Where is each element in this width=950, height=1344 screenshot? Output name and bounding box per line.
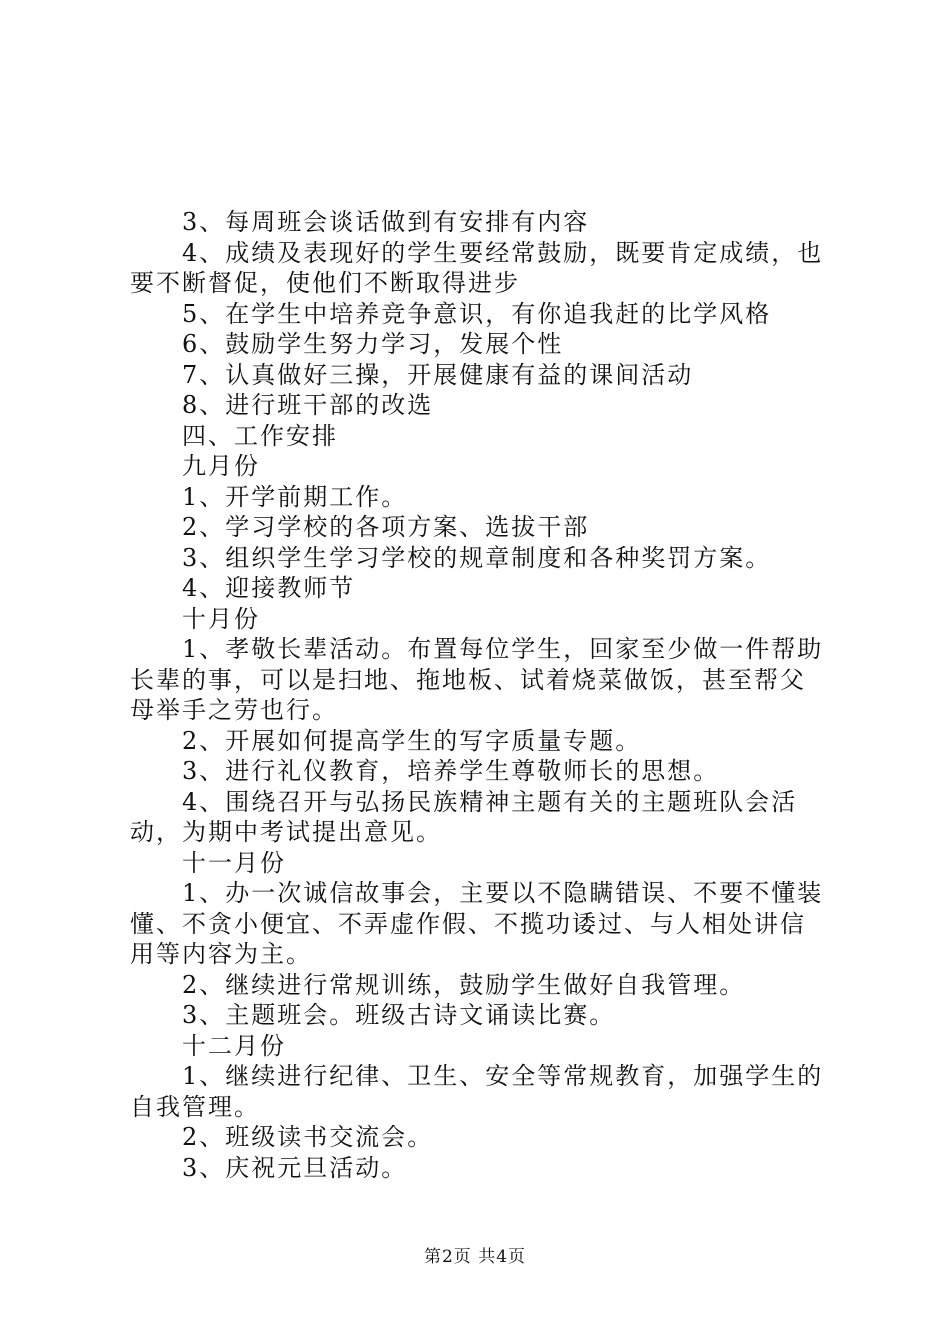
paragraph: 1、孝敬长辈活动。布置每位学生，回家至少做一件帮助长辈的事，可以是扫地、拖地板、试着烧菜做饭，甚至帮父母举手之劳也行。 xyxy=(130,635,824,724)
paragraph: 6、鼓励学生努力学习，发展个性 xyxy=(182,330,564,358)
paragraph: 4、围绕召开与弘扬民族精神主题有关的主题班队会活动，为期中考试提出意见。 xyxy=(130,787,798,846)
paragraph: 7、认真做好三操，开展健康有益的课间活动 xyxy=(182,360,694,389)
paragraph: 2、班级读书交流会。 xyxy=(182,1123,434,1151)
paragraph: 4、成绩及表现好的学生要经常鼓励，既要肯定成绩，也要不断督促，使他们不断取得进步 xyxy=(130,238,824,297)
month-heading: 十二月份 xyxy=(182,1031,286,1060)
paragraph: 2、学习学校的各项方案、选拔干部 xyxy=(182,513,590,541)
page-number-footer: 第2页 共4页 xyxy=(423,1247,527,1267)
paragraph: 3、组织学生学习学校的规章制度和各种奖罚方案。 xyxy=(182,543,772,572)
paragraph: 1、办一次诚信故事会，主要以不隐瞒错误、不要不懂装懂、不贪小便宜、不弄虚作假、不揽功诿过、与人相处讲信用等内容为主。 xyxy=(130,879,824,968)
document-body xyxy=(130,207,830,1183)
month-heading: 十月份 xyxy=(182,604,260,633)
paragraph: 1、开学前期工作。 xyxy=(182,482,408,511)
paragraph: 3、每周班会谈话做到有安排有内容 xyxy=(182,208,590,236)
paragraph: 8、进行班干部的改选 xyxy=(182,391,434,419)
paragraph: 1、继续进行纪律、卫生、安全等常规教育，加强学生的自我管理。 xyxy=(130,1062,824,1121)
paragraph: 2、开展如何提高学生的写字质量专题。 xyxy=(182,726,642,755)
month-heading: 九月份 xyxy=(182,452,260,480)
paragraph: 3、庆祝元旦活动。 xyxy=(182,1153,408,1182)
paragraph: 3、主题班会。班级古诗文诵读比赛。 xyxy=(182,1001,616,1029)
paragraph: 3、进行礼仪教育，培养学生尊敬师长的思想。 xyxy=(182,757,720,785)
paragraph: 5、在学生中培养竞争意识，有你追我赶的比学风格 xyxy=(182,299,772,328)
month-heading: 十一月份 xyxy=(182,848,286,877)
paragraph: 2、继续进行常规训练，鼓励学生做好自我管理。 xyxy=(182,970,746,999)
section-heading: 四、工作安排 xyxy=(182,421,338,450)
paragraph: 4、迎接教师节 xyxy=(182,574,356,602)
